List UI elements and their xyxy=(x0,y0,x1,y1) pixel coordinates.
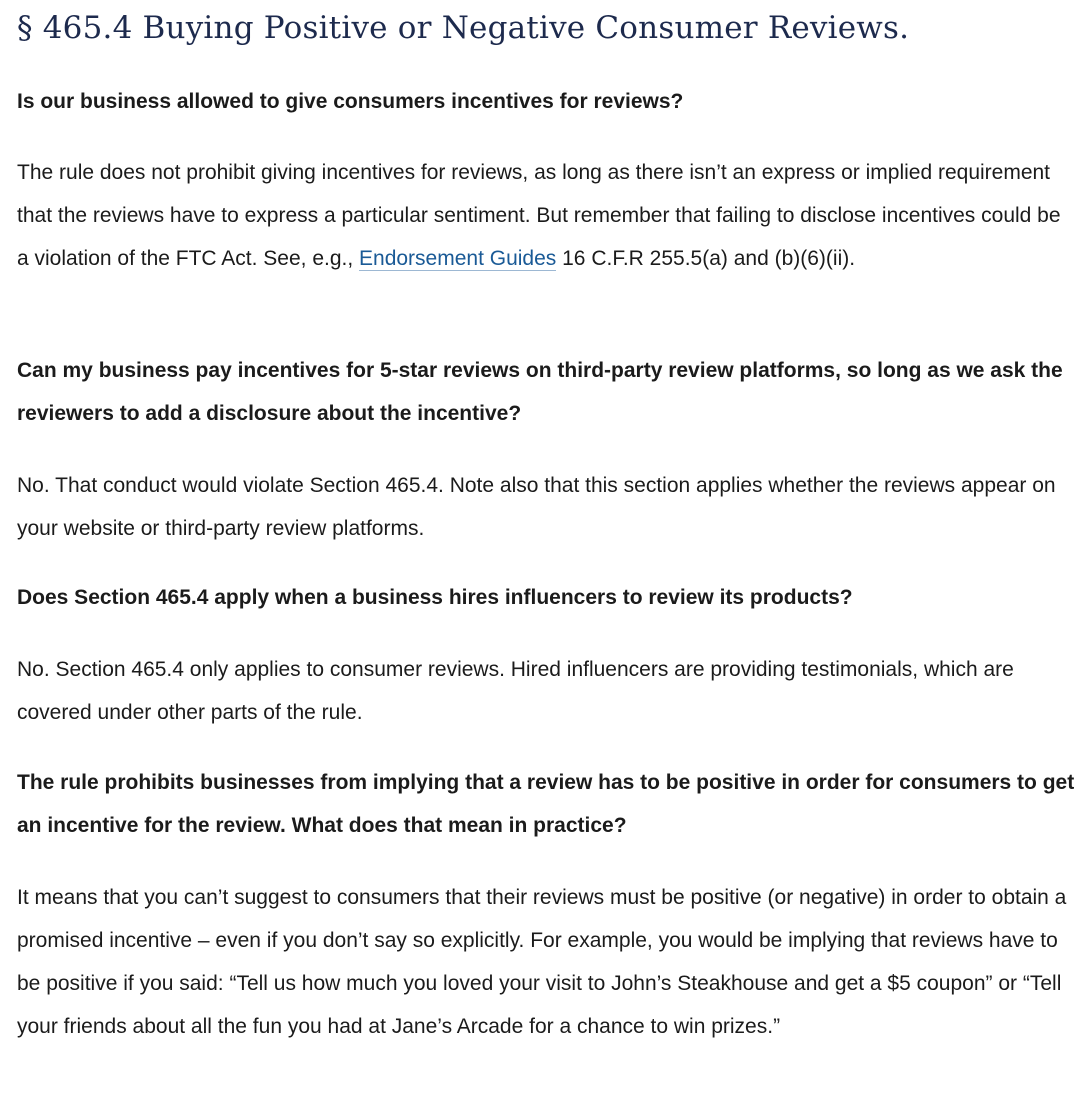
faq-answer: No. Section 465.4 only applies to consumer reviews. Hired influencers are providing testimonials, which are covered under other parts of the rule. xyxy=(17,658,1014,724)
faq-item xyxy=(17,577,1077,620)
section-title: § 465.4 Buying Positive or Negative Consumer Reviews. xyxy=(17,10,910,46)
faq-answer-block xyxy=(17,876,1077,1048)
faq-answer-block xyxy=(17,648,1077,734)
faq-answer: It means that you can’t suggest to consumers that their reviews must be positive (or negative) in order to obtain a promised incentive – even if you don’t say so explicitly. For example, you would be implying that reviews have to be positive if you said: “Tell us how much you loved your visit to John’s Steakhouse and get a $5 coupon” or “Tell your friends about all the fun you had at Jane’s Arcade for a chance to win prizes.” xyxy=(17,886,1067,1038)
faq-item xyxy=(17,81,1077,124)
answer-text-continued: 16 C.F.R 255.5(a) and (b)(6)(ii). xyxy=(556,247,856,270)
faq-question: The rule prohibits businesses from implying that a review has to be positive in order for consumers to get an incentive for the review. What does that mean in practice? xyxy=(17,771,1075,837)
faq-question: Can my business pay incentives for 5-star reviews on third-party review platforms, so long as we ask the reviewers to add a disclosure about the incentive? xyxy=(17,359,1063,425)
faq-answer-block xyxy=(17,464,1077,550)
faq-answer xyxy=(17,151,1077,280)
endorsement-guides-link[interactable]: Endorsement Guides xyxy=(359,247,557,270)
faq-answer: No. That conduct would violate Section 465.4. Note also that this section applies whether the reviews appear on your website or third-party review platforms. xyxy=(17,474,1056,540)
answer-text: The rule does not prohibit giving incentives for reviews, as long as there isn’t an express or implied requirement that the reviews have to express a particular sentiment. But remember that failing to disclose incentives could be a violation of the FTC Act. See, e.g., xyxy=(17,161,1061,270)
faq-question: Is our business allowed to give consumers incentives for reviews? xyxy=(17,90,684,113)
faq-answer-block xyxy=(17,151,1077,280)
faq-item xyxy=(17,762,1077,847)
faq-item xyxy=(17,350,1077,435)
faq-question: Does Section 465.4 apply when a business hires influencers to review its products? xyxy=(17,586,853,609)
